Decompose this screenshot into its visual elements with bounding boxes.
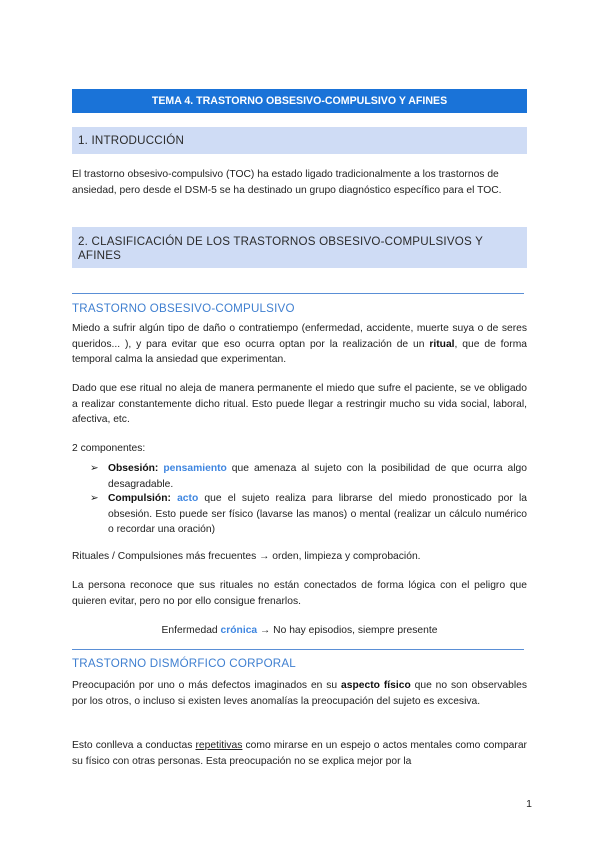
arrow-bullet-icon: ➢ (90, 493, 99, 504)
bullet-obsesion: ➢ Obsesión: pensamiento que amenaza al sujeto con la posibilidad de que ocurra algo desagradable. (90, 463, 527, 490)
keyword-acto: acto (177, 493, 199, 504)
arrow-bullet-icon: ➢ (90, 463, 99, 474)
subheading-tdc: TRASTORNO DISMÓRFICO CORPORAL (72, 657, 296, 670)
bullet-compulsion: ➢ Compulsión: acto que el sujeto realiza para librarse del miedo pronosticado por la obsesión. Esto puede ser físico (lavarse las manos) o mental (realizar un cálculo numérico o recordar una oración) (90, 493, 527, 535)
toc-paragraph-3: La persona reconoce que sus rituales no están conectados de forma lógica con el peligro que quieren evitar, pero no por ello consigue frenarlos. (72, 580, 527, 607)
tdc-paragraph-2: Esto conlleva a conductas repetitivas como mirarse en un espejo o actos mentales como comparar su físico con otras personas. Esta preocupación no se explica mejor por la (72, 740, 527, 767)
toc-paragraph-1: Miedo a sufrir algún tipo de daño o contratiempo (enfermedad, accidente, muerte suya o de seres queridos... ), y para evitar que eso ocurra optan por la realización de un ritual, que de forma temporal calma la ansiedad que experimentan. (72, 323, 527, 365)
chronic-line: Enfermedad crónica → No hay episodios, siempre presente (161, 625, 438, 636)
document-title: TEMA 4. TRASTORNO OBSESIVO-COMPULSIVO Y AFINES (72, 89, 527, 113)
divider-toc (72, 293, 524, 294)
toc-paragraph-2: Dado que ese ritual no aleja de manera permanente el miedo que sufre el paciente, se ve obligado a realizar constantemente dicho ritual. Esto puede llegar a restringir mucho su vida social, laboral, afectiva, etc. (72, 383, 527, 425)
section-heading-introduccion: 1. INTRODUCCIÓN (72, 127, 527, 154)
intro-paragraph: El trastorno obsesivo-compulsivo (TOC) ha estado ligado tradicionalmente a los trastornos de ansiedad, pero desde el DSM-5 se ha destinado un grupo diagnóstico específico para el TOC. (72, 169, 502, 196)
page-number: 1 (526, 798, 532, 810)
subheading-toc: TRASTORNO OBSESIVO-COMPULSIVO (72, 302, 295, 315)
term-aspecto-fisico: aspecto físico (341, 680, 411, 691)
keyword-cronica: crónica (220, 625, 258, 636)
rituals-line: Rituales / Compulsiones más frecuentes → orden, limpieza y comprobación. (72, 551, 421, 562)
section-heading-clasificacion: 2. CLASIFICACIÓN DE LOS TRASTORNOS OBSESIVO-COMPULSIVOS Y AFINES (72, 227, 527, 268)
components-label: 2 componentes: (72, 443, 146, 454)
divider-tdc (72, 649, 524, 650)
term-repetitivas: repetitivas (195, 740, 243, 751)
term-ritual: ritual (429, 338, 455, 350)
tdc-paragraph-1: Preocupación por uno o más defectos imaginados en su aspecto físico que no son observables por los otros, o incluso si existen leves anomalías la preocupación del sujeto es excesiva. (72, 680, 528, 707)
keyword-pensamiento: pensamiento (163, 463, 227, 474)
